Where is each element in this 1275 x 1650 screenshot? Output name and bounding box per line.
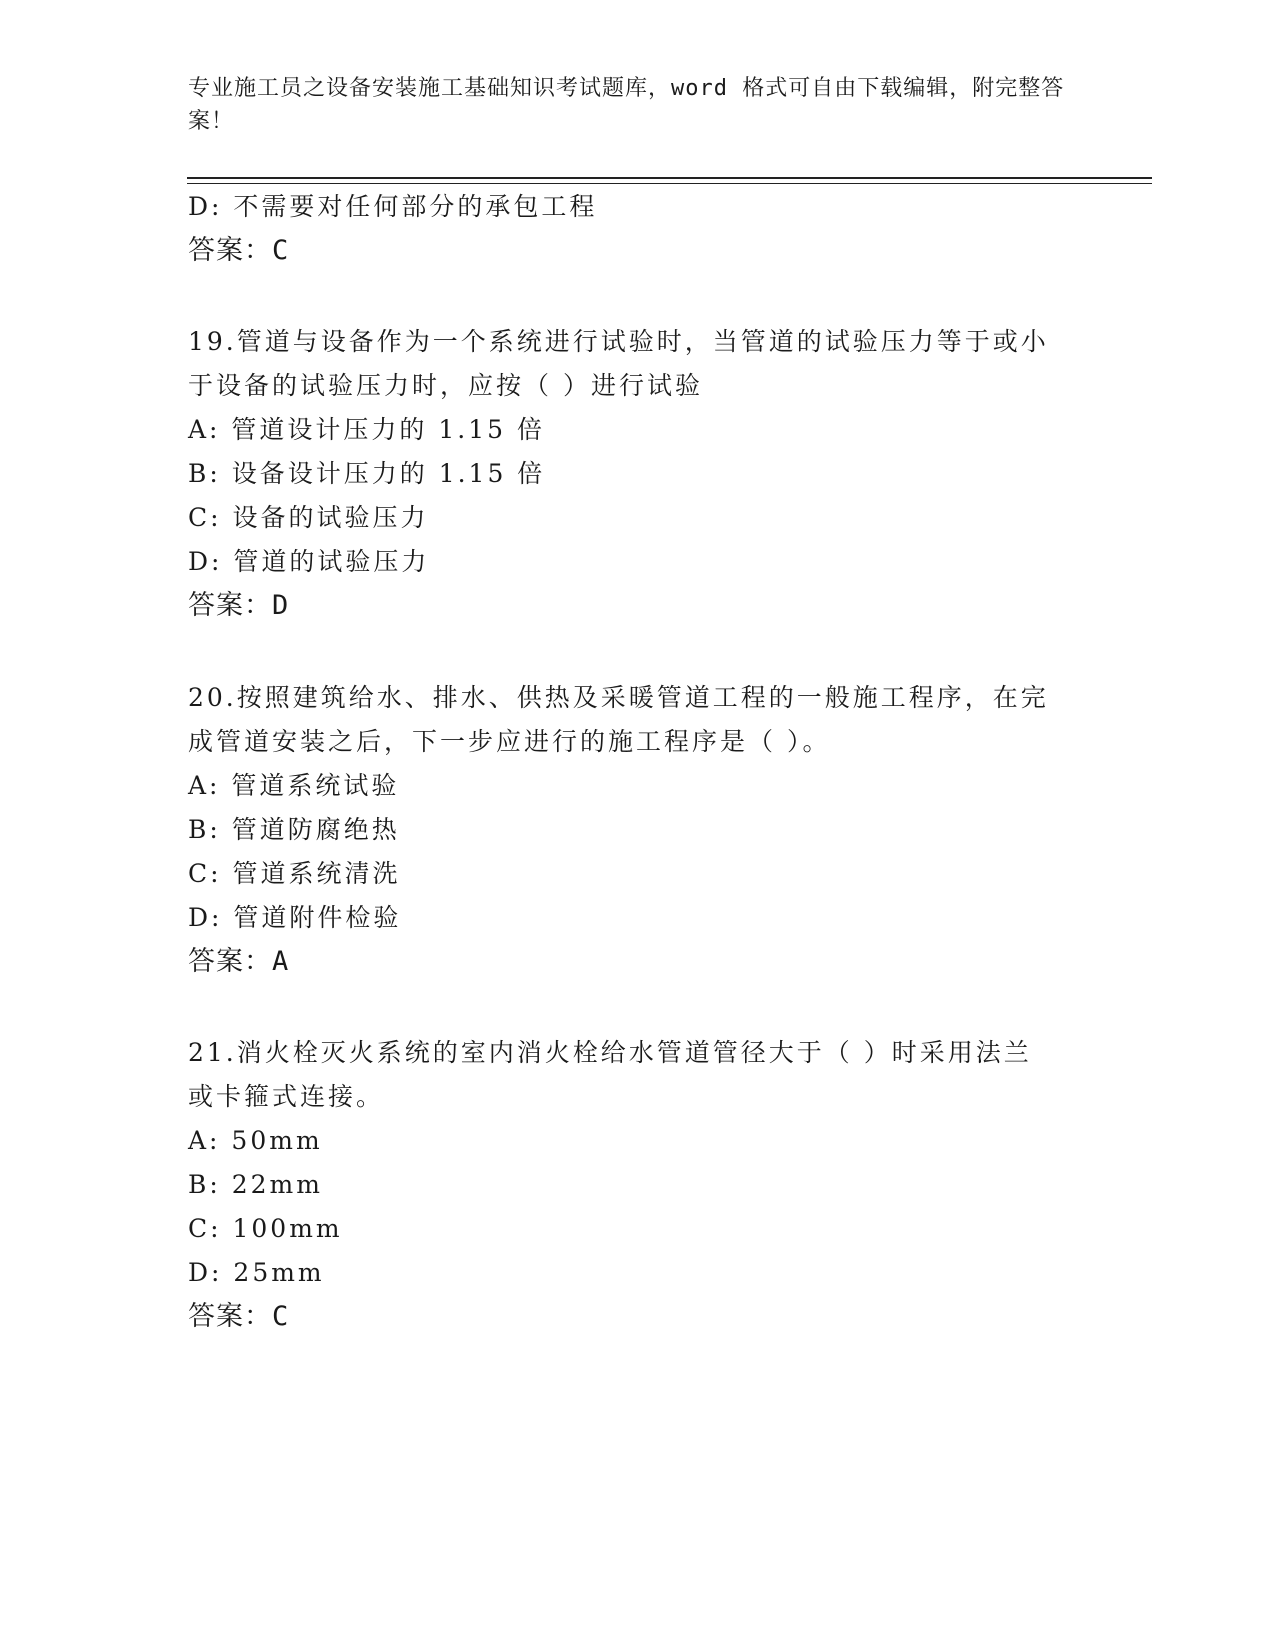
q21-stem-line2: 或卡箍式连接。: [188, 1082, 385, 1111]
header-divider-thin: [187, 183, 1152, 184]
header-divider-thick: [187, 177, 1152, 179]
q20-stem-line1: 20.按照建筑给水、排水、供热及采暖管道工程的一般施工程序，在完: [188, 683, 1049, 712]
document-header: 专业施工员之设备安装施工基础知识考试题库，word 格式可自由下载编辑，附完整答案！: [188, 76, 1065, 134]
q20-option-a: A: 管道系统试验: [188, 771, 400, 800]
q21-option-c: C: 100mm: [188, 1214, 343, 1243]
q18-answer: 答案：C: [188, 235, 290, 266]
q18-option-d: D: 不需要对任何部分的承包工程: [188, 192, 598, 221]
q19-option-d: D: 管道的试验压力: [188, 547, 430, 576]
q20-answer: 答案：A: [188, 946, 290, 977]
q21-option-b: B: 22mm: [188, 1170, 323, 1199]
q21-option-d: D: 25mm: [188, 1258, 325, 1287]
q20-stem-line2: 成管道安装之后，下一步应进行的施工程序是（ ）。: [188, 727, 831, 756]
q19-option-c: C: 设备的试验压力: [188, 503, 429, 532]
q19-answer: 答案：D: [188, 590, 290, 621]
q21-stem-line1: 21.消火栓灭火系统的室内消火栓给水管道管径大于（ ）时采用法兰: [188, 1038, 1032, 1067]
q19-option-a: A: 管道设计压力的 1.15 倍: [188, 415, 545, 444]
q21-option-a: A: 50mm: [188, 1126, 323, 1155]
q19-stem-line1: 19.管道与设备作为一个系统进行试验时，当管道的试验压力等于或小: [188, 327, 1049, 356]
q21-answer: 答案：C: [188, 1301, 290, 1332]
q19-option-b: B: 设备设计压力的 1.15 倍: [188, 459, 546, 488]
q20-option-d: D: 管道附件检验: [188, 903, 402, 932]
q19-stem-line2: 于设备的试验压力时，应按（ ）进行试验: [188, 371, 703, 400]
q20-option-b: B: 管道防腐绝热: [188, 815, 400, 844]
q20-option-c: C: 管道系统清洗: [188, 859, 401, 888]
